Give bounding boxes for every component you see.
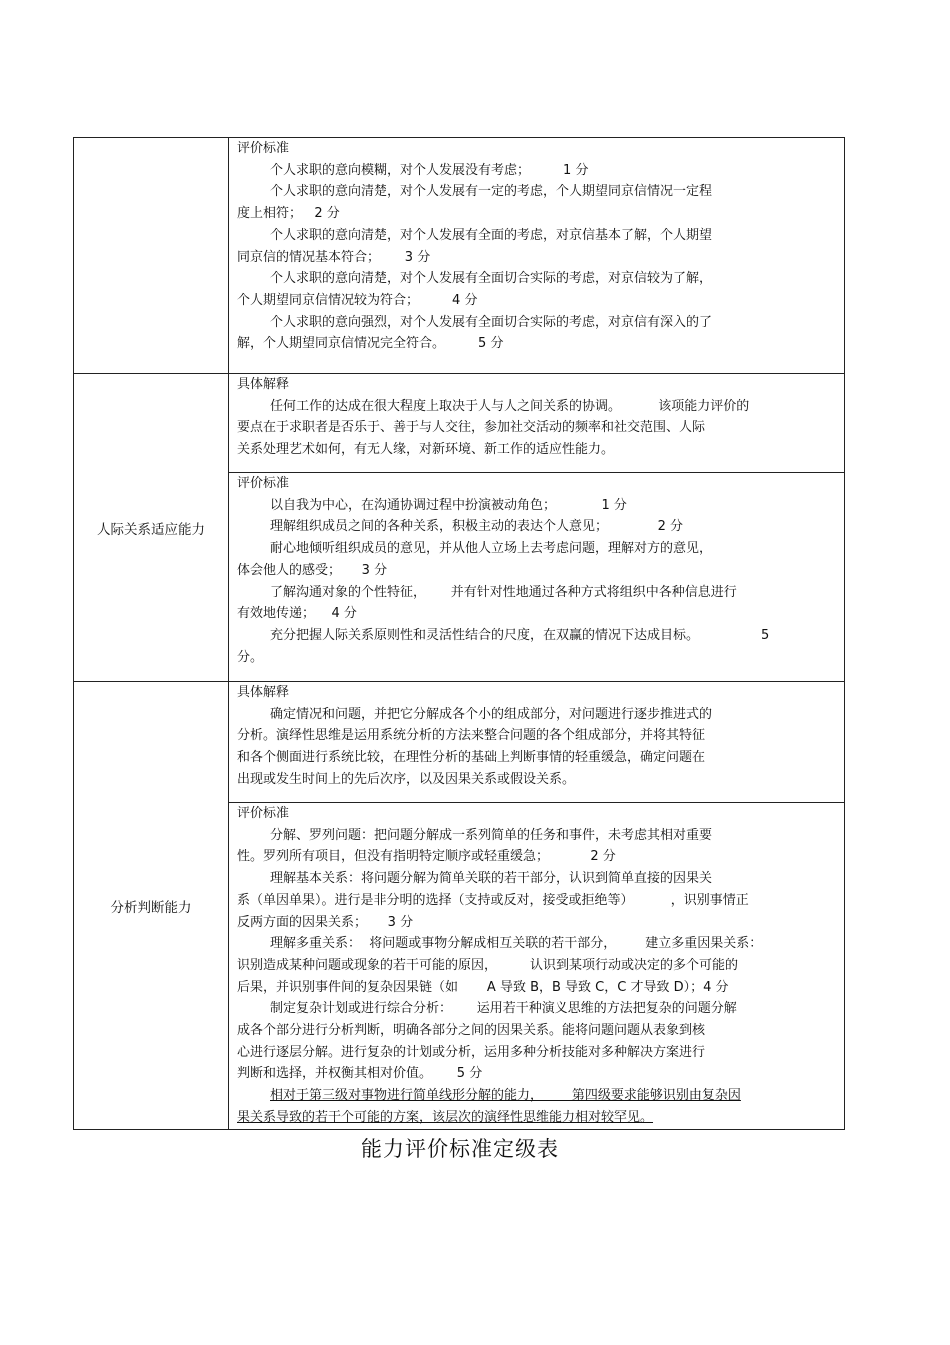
explanation-line: 关系处理艺术如何，有无人缘，对新环境、新工作的适应性能力。 [237, 442, 615, 458]
criteria-heading: 评价标准 [237, 476, 290, 491]
category-cell [74, 138, 229, 374]
criteria-cell [229, 803, 845, 1130]
criteria-line: 了解沟通对象的个性特征， 并有针对性地通过各种方式将组织中各种信息进行 [270, 584, 737, 600]
category-cell [74, 682, 229, 1130]
criteria-line: 理解组织成员之间的各种关系，积极主动的表达个人意见； 2 分 [270, 519, 683, 535]
explanation-line: 和各个侧面进行系统比较，在理性分析的基础上判断事情的轻重缓急，确定问题在 [237, 750, 706, 766]
note-line: 相对于第三级对事物进行简单线形分解的能力， 第四级要求能够识别由复杂因 [270, 1088, 741, 1104]
criteria-line: 心进行逐层分解。进行复杂的计划或分析，运用多种分析技能对多种解决方案进行 [237, 1044, 706, 1060]
criteria-line: 有效地传递； 4 分 [237, 606, 357, 622]
criteria-line: 分。 [237, 649, 264, 665]
rating-table [73, 137, 845, 1130]
explanation-line: 任何工作的达成在很大程度上取决于人与人之间关系的协调。 该项能力评价的 [270, 398, 750, 414]
criteria-heading: 评价标准 [237, 141, 290, 156]
criteria-line: 理解多重关系： 将问题或事物分解成相互关联的若干部分， 建立多重因果关系： [270, 936, 763, 952]
table-row [74, 374, 845, 473]
criteria-line: 个人期望同京信情况较为符合； 4 分 [237, 292, 478, 308]
explanation-heading: 具体解释 [237, 377, 290, 392]
criteria-heading: 评价标准 [237, 806, 290, 821]
criteria-line: 个人求职的意向清楚，对个人发展有全面切合实际的考虑，对京信较为了解， [270, 271, 713, 287]
explanation-cell [229, 374, 845, 473]
criteria-line: 个人求职的意向模糊，对个人发展没有考虑； 1 分 [270, 162, 589, 178]
table-caption: 能力评价标准定级表 [361, 1137, 559, 1161]
criteria-line: 个人求职的意向清楚，对个人发展有一定的考虑，个人期望同京信情况一定程 [270, 184, 713, 200]
criteria-line: 系（单因单果）。进行是非分明的选择（支持或反对，接受或拒绝等） ，识别事情正 [237, 892, 749, 908]
criteria-line: 个人求职的意向清楚，对个人发展有全面的考虑，对京信基本了解，个人期望 [270, 227, 713, 243]
explanation-line: 要点在于求职者是否乐于、善于与人交往，参加社交活动的频率和社交范围、人际 [237, 420, 706, 436]
criteria-line: 性。罗列所有项目，但没有指明特定顺序或轻重缓急； 2 分 [237, 849, 616, 865]
criteria-line: 识别造成某种问题或现象的若干可能的原因， 认识到某项行动或决定的多个可能的 [237, 957, 739, 973]
criteria-line: 度上相符； 2 分 [237, 206, 340, 222]
criteria-line: 理解基本关系：将问题分解为简单关联的若干部分，认识到简单直接的因果关 [270, 871, 713, 887]
criteria-cell [229, 138, 845, 374]
note-line: 果关系导致的若干个可能的方案，该层次的演绎性思维能力相对较罕见。 [237, 1109, 654, 1125]
criteria-line: 充分把握人际关系原则性和灵活性结合的尺度，在双赢的情况下达成目标。 5 [270, 627, 770, 643]
criteria-line: 解，个人期望同京信情况完全符合。 5 分 [237, 336, 504, 352]
criteria-line: 个人求职的意向强烈，对个人发展有全面切合实际的考虑，对京信有深入的了 [270, 314, 713, 330]
explanation-heading: 具体解释 [237, 685, 290, 700]
explanation-line: 确定情况和问题，并把它分解成各个小的组成部分，对问题进行逐步推进式的 [270, 706, 713, 722]
explanation-cell [229, 682, 845, 803]
criteria-line: 耐心地倾听组织成员的意见，并从他人立场上去考虑问题，理解对方的意见， [270, 541, 713, 557]
criteria-line: 体会他人的感受； 3 分 [237, 562, 388, 578]
criteria-line: 后果，并识别事件间的复杂因果链（如 A 导致 B，B 导致 C，C 才导致 D）；4 分 [237, 979, 729, 995]
criteria-line: 反两方面的因果关系； 3 分 [237, 914, 414, 930]
explanation-line: 分析。演绎性思维是运用系统分析的方法来整合问题的各个组成部分，并将其特征 [237, 728, 706, 744]
criteria-line: 分解、罗列问题：把问题分解成一系列简单的任务和事件，未考虑其相对重要 [270, 827, 713, 843]
category-cell [74, 374, 229, 682]
table-row [74, 682, 845, 803]
criteria-line: 以自我为中心，在沟通协调过程中扮演被动角色； 1 分 [270, 497, 627, 513]
criteria-line: 成各个部分进行分析判断，明确各部分之间的因果关系。能将问题问题从表象到核 [237, 1023, 706, 1039]
criteria-line: 同京信的情况基本符合； 3 分 [237, 249, 431, 265]
category-label: 人际关系适应能力 [97, 521, 205, 538]
explanation-line: 出现或发生时间上的先后次序，以及因果关系或假设关系。 [237, 771, 576, 787]
table-row [74, 138, 845, 374]
category-label: 分析判断能力 [110, 899, 192, 916]
criteria-line: 判断和选择，并权衡其相对价值。 5 分 [237, 1066, 483, 1082]
criteria-cell [229, 473, 845, 682]
criteria-line: 制定复杂计划或进行综合分析： 运用若干种演义思维的方法把复杂的问题分解 [270, 1001, 737, 1017]
